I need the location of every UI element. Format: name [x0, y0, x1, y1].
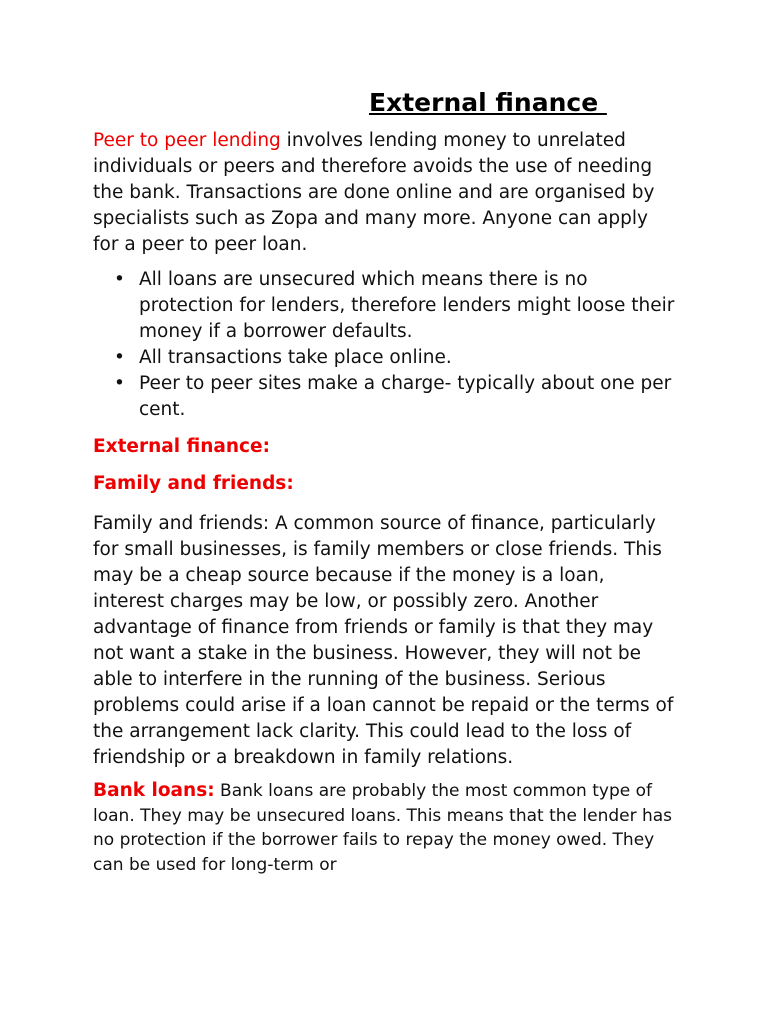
- intro-lead-term: Peer to peer lending: [93, 130, 281, 151]
- family-paragraph: Family and friends: A common source of finance, particularly for small businesses, is family members or close friends. This may be a cheap source because if the money is a loan, interest charges may be low, or possibly zero. Another advantage of finance from friends or family is that they may not want a stake in the business. However, they will not be able to interfere in the running of the business. Serious problems could arise if a loan cannot be repaid or the terms of the arrangement lack clarity. This could lead to the loss of friendship or a breakdown in family relations.: [93, 513, 674, 768]
- intro-paragraph: [93, 128, 678, 258]
- heading-family-and-friends: Family and friends:: [93, 473, 294, 494]
- bullet-icon: •: [114, 373, 125, 394]
- bank-loans-text: Bank loans are probably the most common type of loan. They may be unsecured loans. This means that the lender has no protection if the borrower fails to repay the money owed. They can be used for long-term or: [93, 781, 673, 875]
- list-item: [114, 267, 678, 345]
- bank-loans-label: Bank loans:: [93, 780, 215, 801]
- document-page: [93, 86, 678, 877]
- list-item: [114, 371, 678, 423]
- list-item-text: All loans are unsecured which means there is no protection for lenders, therefore lenders might loose their money if a borrower defaults.: [139, 269, 675, 342]
- list-item-text: All transactions take place online.: [139, 347, 452, 368]
- intro-text: involves lending money to unrelated individuals or peers and therefore avoids the use of needing the bank. Transactions are done online and are organised by specialists such as Zopa and many more. Anyone can apply for a peer to peer loan.: [93, 130, 655, 255]
- list-item: [114, 345, 678, 371]
- bank-loans-paragraph: [93, 779, 678, 877]
- bullet-list: [93, 267, 678, 423]
- document-title: External finance: [369, 88, 607, 117]
- bullet-icon: •: [114, 269, 125, 290]
- bullet-icon: •: [114, 347, 125, 368]
- list-item-text: Peer to peer sites make a charge- typically about one per cent.: [139, 373, 672, 420]
- heading-external-finance: External finance:: [93, 436, 270, 457]
